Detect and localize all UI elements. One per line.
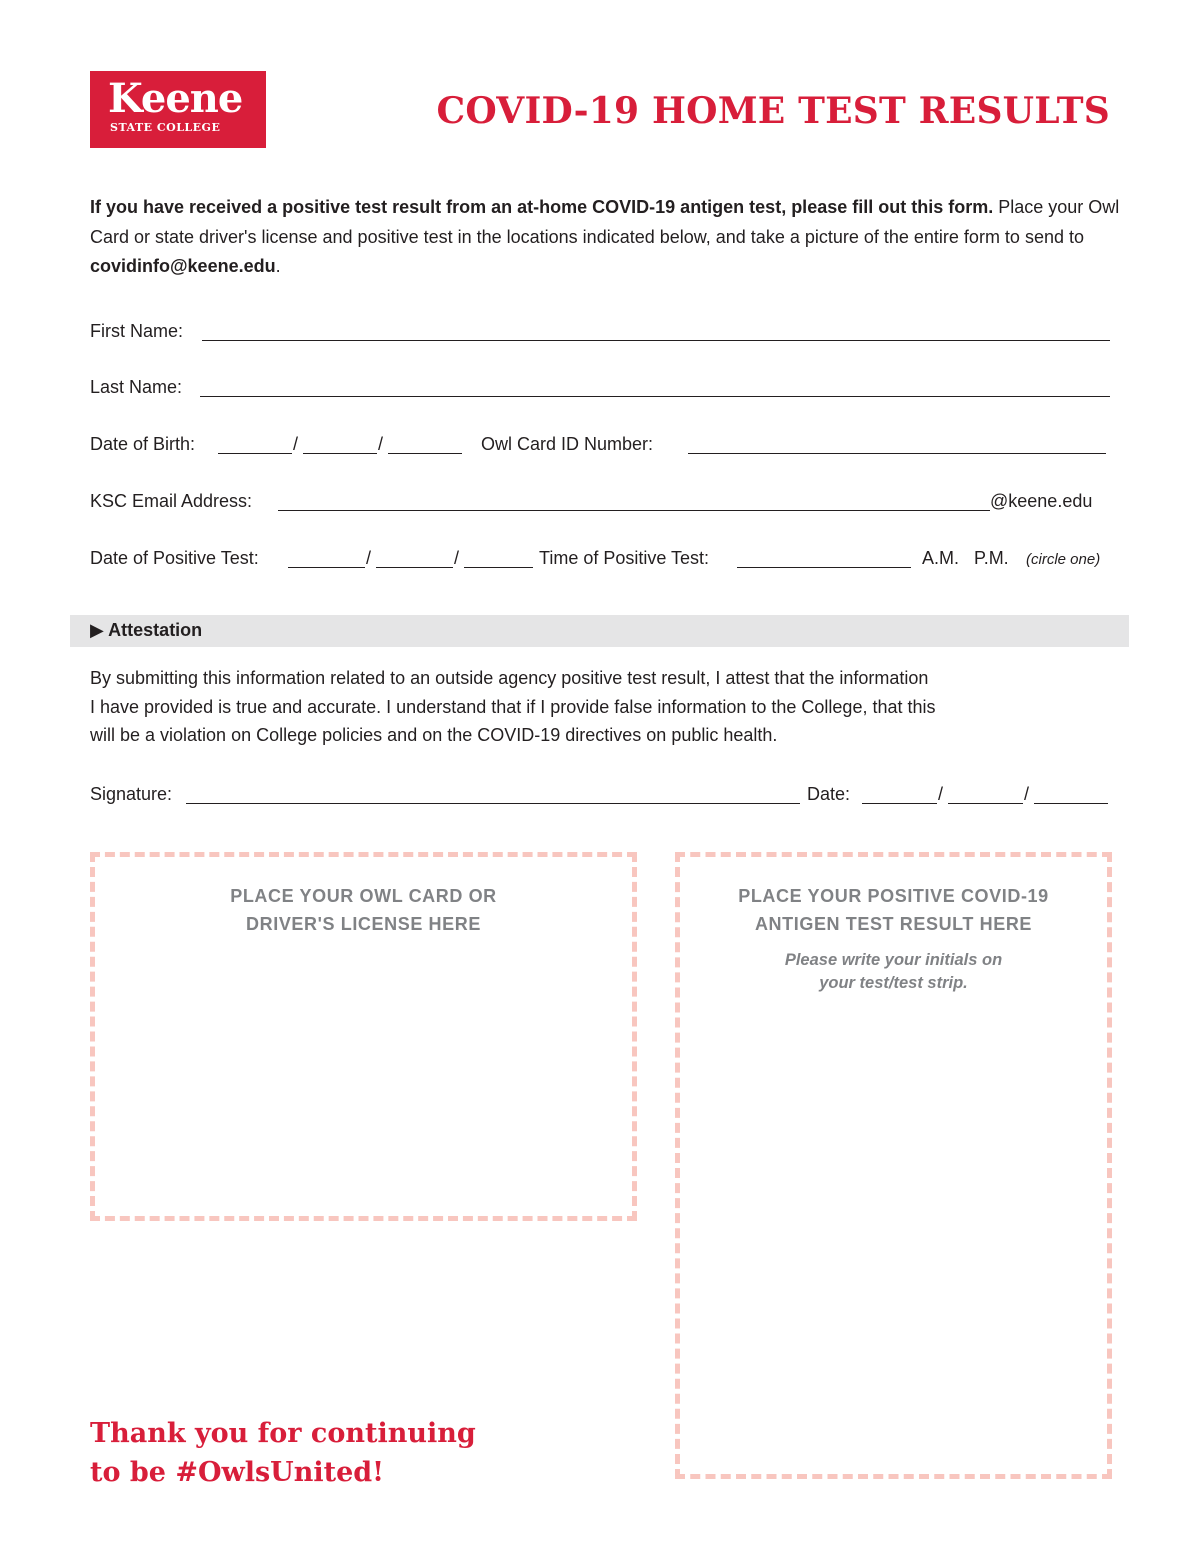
test-date-month-field[interactable] [288, 567, 365, 568]
dob-slash-1: / [293, 434, 299, 454]
last-name-label: Last Name: [90, 377, 183, 397]
test-date-slash-1: / [366, 548, 372, 568]
thank-you-line: to be #OwlsUnited! [90, 1457, 384, 1488]
am-pm-options[interactable]: A.M. P.M. [922, 548, 1009, 568]
initials-note-line: your test/test strip. [819, 974, 968, 992]
email-field[interactable] [278, 510, 990, 511]
test-date-year-field[interactable] [464, 567, 533, 568]
circle-one-note: (circle one) [1026, 551, 1101, 568]
signature-row [90, 783, 1110, 807]
email-suffix: @keene.edu [990, 491, 1093, 511]
attestation-line: By submitting this information related to an outside agency positive test result, I attest that the information [90, 668, 929, 688]
signature-field[interactable] [186, 803, 800, 804]
initials-note [680, 949, 1107, 995]
test-date-row [90, 547, 1110, 571]
owl-card-instruction-line: PLACE YOUR OWL CARD OR [230, 886, 497, 906]
signature-slash-1: / [938, 784, 944, 804]
thank-you-line: Thank you for continuing [90, 1418, 476, 1449]
keene-state-logo [90, 71, 266, 148]
intro-bold: If you have received a positive test result from an at-home COVID-19 antigen test, please fill out this form. [90, 197, 994, 217]
attestation-heading: ▶ Attestation [90, 620, 203, 640]
page-title: COVID-19 HOME TEST RESULTS [436, 90, 1110, 132]
test-date-label: Date of Positive Test: [90, 548, 259, 568]
first-name-field[interactable] [202, 340, 1110, 341]
owl-card-placement-box[interactable] [90, 852, 637, 1221]
test-result-placement-box[interactable] [675, 852, 1112, 1479]
signature-label: Signature: [90, 784, 173, 804]
first-name-label: First Name: [90, 321, 184, 341]
dob-year-field[interactable] [388, 453, 462, 454]
email-row [90, 490, 1110, 514]
thank-you-message [90, 1414, 476, 1492]
attestation-text [90, 664, 1090, 750]
intro-email[interactable]: covidinfo@keene.edu [90, 256, 276, 276]
signature-year-field[interactable] [1034, 803, 1108, 804]
dob-owl-row [90, 433, 1110, 457]
last-name-row [90, 376, 1110, 400]
intro-text: Place your Owl Card or state driver's license and positive test in the locations indicated below, and take a picture of the entire form to send to [90, 197, 1120, 247]
intro-paragraph [90, 193, 1120, 282]
test-result-instruction-line: PLACE YOUR POSITIVE COVID-19 [738, 886, 1049, 906]
logo-subtitle: STATE COLLEGE [110, 121, 221, 134]
test-date-day-field[interactable] [376, 567, 453, 568]
logo-name: Keene [108, 75, 243, 122]
test-time-label: Time of Positive Test: [539, 548, 710, 568]
dob-day-field[interactable] [303, 453, 377, 454]
email-label: KSC Email Address: [90, 491, 253, 511]
test-date-slash-2: / [454, 548, 460, 568]
initials-note-line: Please write your initials on [784, 951, 1003, 969]
dob-month-field[interactable] [218, 453, 292, 454]
signature-date-label: Date: [807, 784, 851, 804]
first-name-row [90, 320, 1110, 344]
dob-label: Date of Birth: [90, 434, 196, 454]
test-time-field[interactable] [737, 567, 911, 568]
attestation-line: will be a violation on College policies and on the COVID-19 directives on public health. [90, 725, 778, 745]
dob-slash-2: / [378, 434, 384, 454]
owl-card-instruction-line: DRIVER'S LICENSE HERE [246, 914, 481, 934]
attestation-line: I have provided is true and accurate. I understand that if I provide false information to the College, that this [90, 696, 936, 717]
signature-month-field[interactable] [862, 803, 937, 804]
attestation-header [70, 615, 1129, 647]
owl-card-instruction [95, 882, 632, 938]
last-name-field[interactable] [200, 396, 1110, 397]
test-result-instruction [680, 882, 1107, 938]
signature-day-field[interactable] [948, 803, 1023, 804]
test-result-instruction-line: ANTIGEN TEST RESULT HERE [754, 914, 1033, 934]
intro-end: . [275, 256, 281, 276]
owl-id-label: Owl Card ID Number: [481, 434, 654, 454]
owl-id-field[interactable] [688, 453, 1106, 454]
signature-slash-2: / [1024, 784, 1030, 804]
